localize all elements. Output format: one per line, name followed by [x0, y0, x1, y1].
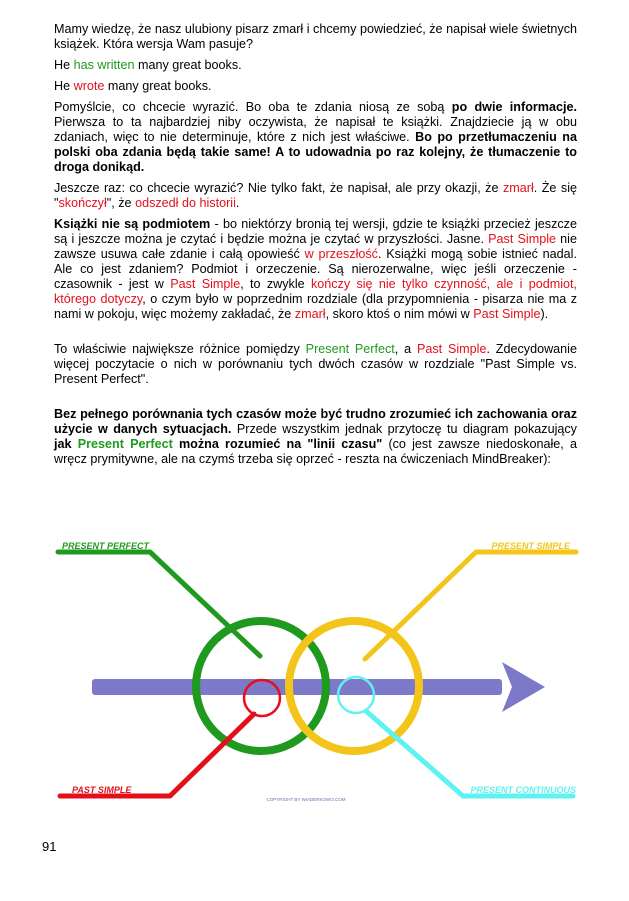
- present-perfect-label: PRESENT PERFECT: [62, 541, 150, 551]
- timeline-arrowhead: [502, 662, 545, 712]
- paragraph-intro: Mamy wiedzę, że nasz ulubiony pisarz zmarł i chcemy powiedzieć, że napisał wiele świetnych książek. Która wersja Wam pasuje?: [54, 22, 577, 51]
- present-perfect-pointer: [58, 552, 260, 656]
- highlight-wrote: wrote: [73, 79, 105, 93]
- paragraph-diagram-intro: Bez pełnego porównania tych czasów może być trudno zrozumieć ich zachowania oraz użycie w danych sytuacjach. Przede wszystkim jednak przytoczę tu diagram pokazujący jak Present Perfect można rozumieć na "linii czasu" (co jest zawsze niedoskonałe, a wręcz prymitywne, ale na czymś trzeba się oprzeć - reszta na ćwiczeniach MindBreaker):: [54, 407, 577, 466]
- document-body: [54, 22, 577, 473]
- highlight-has-written: has written: [73, 58, 135, 72]
- paragraph-differences: To właściwie największe różnice pomiędzy Present Perfect, a Past Simple. Zdecydowanie więcej poczytacie o nich w porównaniu tych dwóch czasów w rozdziale "Past Simple vs. Present Perfect".: [54, 342, 577, 386]
- paragraph-books-not-subject: Książki nie są podmiotem - bo niektórzy bronią tej wersji, gdzie te książki przecież jeszcze są i jeszcze można je czytać i będzie można je czytać w przyszłości. Jasne. Past Simple nie zawsze usuwa całe zdanie i całą opowieść w przeszłość. Książki mogą sobie istnieć nadal. Ale co jest zdaniem? Podmiot i orzeczenie. Są nierozerwalne, więc jeśli orzeczenie - czasownik - jest w Past Simple, to zwykle kończy się nie tylko czynność, ale i podmiot, którego dotyczy, o czym było w poprzednim rozdziale (dla przypomnienia - pisarza nie ma z nami w pokoju, więc możemy zakładać, że zmarł, skoro ktoś o nim mówi w Past Simple).: [54, 217, 578, 321]
- present-simple-pointer: [365, 552, 576, 659]
- paragraph-once-again: Jeszcze raz: co chcecie wyrazić? Nie tylko fakt, że napisał, ale przy okazji, że zmarł. Że się "skończył", że odszedł do historii.: [54, 181, 578, 210]
- present-continuous-label: PRESENT CONTINUOUS: [470, 785, 576, 795]
- past-simple-pointer: [60, 714, 254, 796]
- paragraph-two-informations: Pomyślcie, co chcecie wyrazić. Bo oba te zdania niosą ze sobą po dwie informacje. Pierwsza to ta najbardziej niby oczywista, że napisał te książki. Znajdziecie ją w obu zdaniach, więc to nie determinuje, które z nich jest właściwe. Bo po przetłumaczeniu na polski oba zdania będą takie same! A to udowadnia po raz kolejny, że tłumaczenie to droga donikąd.: [54, 100, 577, 174]
- timeline-diagram: [20, 536, 610, 812]
- diagram-copyright: COPYRIGHT BY WIADERKOWO.COM: [266, 797, 346, 802]
- timeline-bar: [92, 679, 502, 695]
- timeline-diagram-svg: [20, 536, 610, 812]
- example-wrote: He wrote many great books.: [54, 79, 212, 93]
- page-number: 91: [42, 839, 57, 854]
- present-continuous-pointer: [366, 711, 573, 796]
- example-has-written: He has written many great books.: [54, 58, 242, 72]
- present-simple-label: PRESENT SIMPLE: [491, 541, 570, 551]
- past-simple-label: PAST SIMPLE: [72, 785, 132, 795]
